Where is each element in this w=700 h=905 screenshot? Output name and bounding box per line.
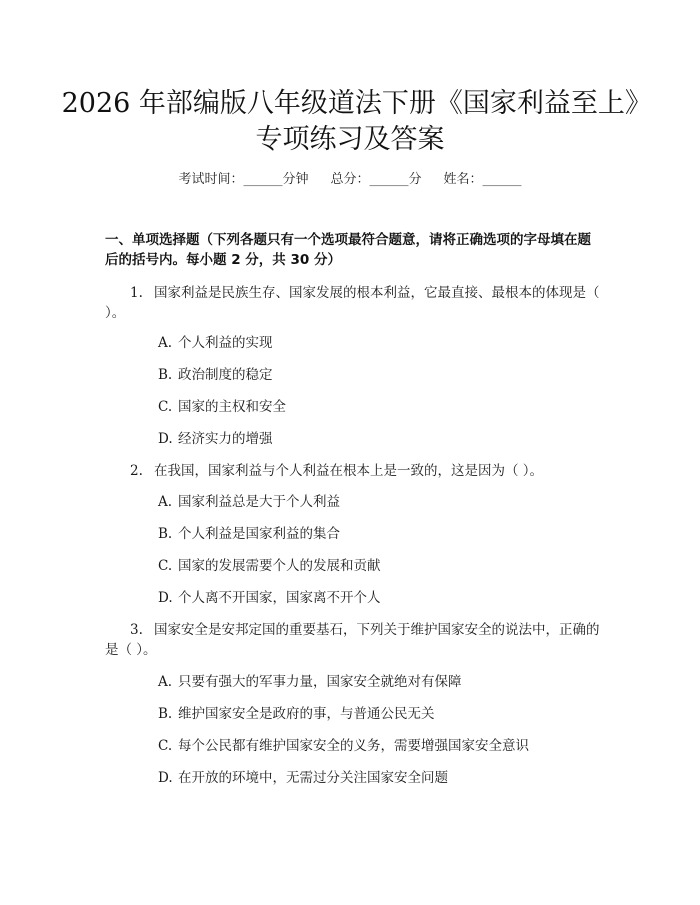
option-letter: B. <box>158 526 173 542</box>
question-stem: 在我国，国家利益与个人利益在根本上是一致的，这是因为（ ）。 <box>154 463 544 479</box>
option-letter: C. <box>158 399 173 415</box>
total-score-blank: ______ <box>369 172 409 187</box>
question-number: 3. <box>130 622 143 638</box>
question-number: 2. <box>130 463 143 479</box>
question-stem: 国家安全是安邦定国的重要基石，下列关于维护国家安全的说法中，正确的是（ ）。 <box>105 622 600 658</box>
exam-time-label: 考试时间： <box>178 172 244 187</box>
question-1-option-a <box>158 334 273 352</box>
question-1 <box>105 283 602 323</box>
question-2 <box>105 461 602 481</box>
question-stem: 国家利益是民族生存、国家发展的根本利益，它最直接、最根本的体现是（ ）。 <box>105 285 600 321</box>
option-text: 国家的主权和安全 <box>178 399 286 415</box>
section-heading: 一、单项选择题（下列各题只有一个选项最符合题意，请将正确选项的字母填在题后的括号内。每小题 2 分，共 30 分） <box>105 232 591 268</box>
question-1-option-b <box>158 366 273 384</box>
option-letter: A. <box>158 335 173 351</box>
option-text: 政治制度的稳定 <box>178 367 273 383</box>
question-3-option-d <box>158 769 448 787</box>
option-text: 个人离不开国家，国家离不开个人 <box>178 590 381 606</box>
option-letter: D. <box>158 590 173 606</box>
question-3-option-b <box>158 705 435 723</box>
question-3 <box>105 620 602 660</box>
name-label: 姓名： <box>443 172 483 187</box>
option-letter: B. <box>158 367 173 383</box>
question-2-option-a <box>158 493 340 511</box>
question-number: 1. <box>130 285 143 301</box>
document-title: 2026 年部编版八年级道法下册《国家利益至上》专项练习及答案 <box>61 88 639 155</box>
question-2-option-d <box>158 589 381 607</box>
question-1-option-c <box>158 398 286 416</box>
option-text: 个人利益是国家利益的集合 <box>178 526 340 542</box>
exam-time-blank: ______ <box>243 172 283 187</box>
option-text: 个人利益的实现 <box>178 335 273 351</box>
question-3-option-c <box>158 737 529 755</box>
option-text: 国家的发展需要个人的发展和贡献 <box>178 558 381 574</box>
question-2-option-b <box>158 525 340 543</box>
option-letter: C. <box>158 738 173 754</box>
name-blank: ______ <box>482 172 522 187</box>
option-letter: A. <box>158 494 173 510</box>
option-text: 在开放的环境中，无需过分关注国家安全问题 <box>178 770 448 786</box>
option-letter: C. <box>158 558 173 574</box>
option-text: 只要有强大的军事力量，国家安全就绝对有保障 <box>178 674 462 690</box>
exam-time-unit: 分钟 <box>282 172 309 187</box>
option-letter: A. <box>158 674 173 690</box>
option-text: 国家利益总是大于个人利益 <box>178 494 340 510</box>
option-text: 每个公民都有维护国家安全的义务，需要增强国家安全意识 <box>178 738 529 754</box>
option-letter: D. <box>158 431 173 447</box>
question-1-option-d <box>158 430 273 448</box>
question-3-option-a <box>158 673 462 691</box>
total-score-unit: 分 <box>408 172 422 187</box>
option-text: 经济实力的增强 <box>178 431 273 447</box>
option-letter: D. <box>158 770 173 786</box>
option-text: 维护国家安全是政府的事，与普通公民无关 <box>178 706 435 722</box>
question-2-option-c <box>158 557 381 575</box>
exam-info <box>0 171 700 189</box>
option-letter: B. <box>158 706 173 722</box>
total-score-label: 总分： <box>330 172 370 187</box>
